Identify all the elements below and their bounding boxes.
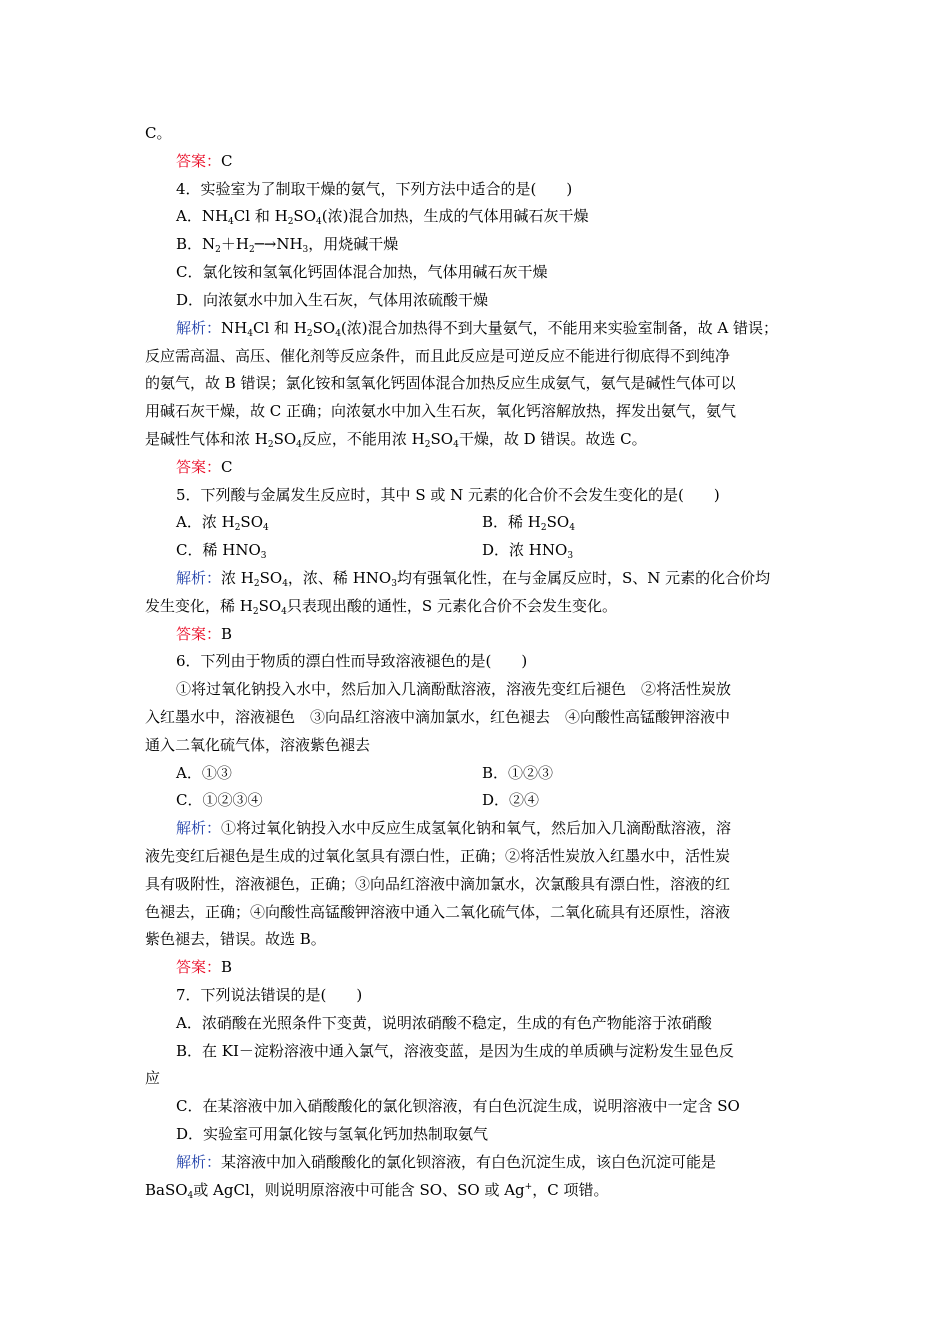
question-6-option-d: D．②④ [482,791,540,809]
text-line: 紫色褪去，错误。故选 B。 [145,930,326,948]
text-line: 用碱石灰干燥，故 C 正确；向浓氨水中加入生石灰，氧化钙溶解放热，挥发出氨气，氨气 [145,402,737,420]
question-6-stem: 6．下列由于物质的漂白性而导致溶液褪色的是( ) [176,652,528,670]
text-line: BaSO$_4$或 AgCl，则说明原溶液中可能含 SO、SO 或 Ag+，C 项错。 [145,1181,609,1201]
question-6-option-a: A．①③ [176,764,232,782]
answer-line: 答案：B [176,625,233,643]
question-7-option-d: D．实验室可用氯化铵与氢氧化钙加热制取氨气 [176,1125,489,1143]
question-5-option-b: B．稀 $H_2SO_4$ [482,513,575,533]
question-5-option-c: C．稀 $HNO_3$ [176,541,267,561]
question-5-option-d: D．浓 $HNO_3$ [482,541,574,561]
question-6-analysis: 解析：①将过氧化钠投入水中反应生成氢氧化钠和氧气，然后加入几滴酚酞溶液，溶 [176,819,732,837]
answer-line: 答案：C [176,152,233,170]
text-line: 应 [145,1069,161,1087]
analysis-label: 解析： [176,569,222,587]
question-7-analysis: 解析：某溶液中加入硝酸酸化的氯化钡溶液，有白色沉淀生成，该白色沉淀可能是 [176,1153,717,1171]
text-line: 入红墨水中，溶液褪色 ③向品红溶液中滴加氯水，红色褪去 ④向酸性高锰酸钾溶液中 [145,708,731,726]
question-7-option-b: B．在 KI－淀粉溶液中通入氯气，溶液变蓝，是因为生成的单质碘与淀粉发生显色反 [176,1042,734,1060]
question-4-stem: 4．实验室为了制取干燥的氨气，下列方法中适合的是( ) [176,180,573,198]
question-4-analysis: 解析：$NH_4Cl$ 和 $H_2SO_4$(浓)混合加热得不到大量氨气，不能用来实验室制备，故 A 错误； [176,319,778,339]
analysis-label: 解析： [176,1153,222,1171]
answer-label: 答案： [176,152,222,170]
question-5-stem: 5．下列酸与金属发生反应时，其中 S 或 N 元素的化合价不会发生变化的是( ) [176,486,720,504]
question-4-option-b: B．$N_2+H_2─\to NH_3$，用烧碱干燥 [176,235,399,255]
text-line: 液先变红后褪色是生成的过氧化氢具有漂白性，正确；②将活性炭放入红墨水中，活性炭 [145,847,731,865]
question-7-option-a: A．浓硝酸在光照条件下变黄，说明浓硝酸不稳定，生成的有色产物能溶于浓硝酸 [176,1014,712,1032]
text-line: 具有吸附性，溶液褪色，正确；③向品红溶液中滴加氯水，次氯酸具有漂白性，溶液的红 [145,875,731,893]
answer-line: 答案：C [176,458,233,476]
answer-label: 答案： [176,458,222,476]
text-line: 发生变化，稀 $H_2SO_4$只表现出酸的通性，S 元素化合价不会发生变化。 [145,597,617,617]
question-5-option-a: A．浓 $H_2SO_4$ [176,513,269,533]
answer-line: 答案：B [176,958,233,976]
analysis-label: 解析： [176,819,222,837]
question-6-option-b: B．①②③ [482,764,554,782]
analysis-label: 解析： [176,319,222,337]
text-line: 色褪去，正确；④向酸性高锰酸钾溶液中通入二氧化硫气体，二氧化硫具有还原性，溶液 [145,903,731,921]
question-7-option-c: C．在某溶液中加入硝酸酸化的氯化钡溶液，有白色沉淀生成，说明溶液中一定含 SO [176,1097,740,1115]
text-line: 的氨气，故 B 错误；氯化铵和氢氧化钙固体混合加热反应生成氨气，氨气是碱性气体可以 [145,374,736,392]
question-6-statement: ①将过氧化钠投入水中，然后加入几滴酚酞溶液，溶液先变红后褪色 ②将活性炭放 [176,680,732,698]
question-4-option-a: A．$NH_4Cl$ 和 $H_2SO_4$(浓)混合加热，生成的气体用碱石灰干燥 [176,207,589,227]
question-4-option-d: D．向浓氨水中加入生石灰，气体用浓硫酸干燥 [176,291,489,309]
question-4-option-c: C．氯化铵和氢氧化钙固体混合加热，气体用碱石灰干燥 [176,263,548,281]
text-line: 是碱性气体和浓 $H_2SO_4$反应，不能用浓 $H_2SO_4$干燥，故 D 错误。故选 C。 [145,430,647,450]
answer-label: 答案： [176,625,222,643]
text-line: C。 [145,124,172,142]
question-6-option-c: C．①②③④ [176,791,263,809]
answer-label: 答案： [176,958,222,976]
text-line: 通入二氧化硫气体，溶液紫色褪去 [145,736,371,754]
question-5-analysis: 解析：浓 $H_2SO_4$，浓、稀 $HNO_3$均有强氧化性，在与金属反应时，S、N 元素的化合价均 [176,569,771,589]
question-7-stem: 7．下列说法错误的是( ) [176,986,363,1004]
text-line: 反应需高温、高压、催化剂等反应条件，而且此反应是可逆反应不能进行彻底得不到纯净 [145,347,731,365]
